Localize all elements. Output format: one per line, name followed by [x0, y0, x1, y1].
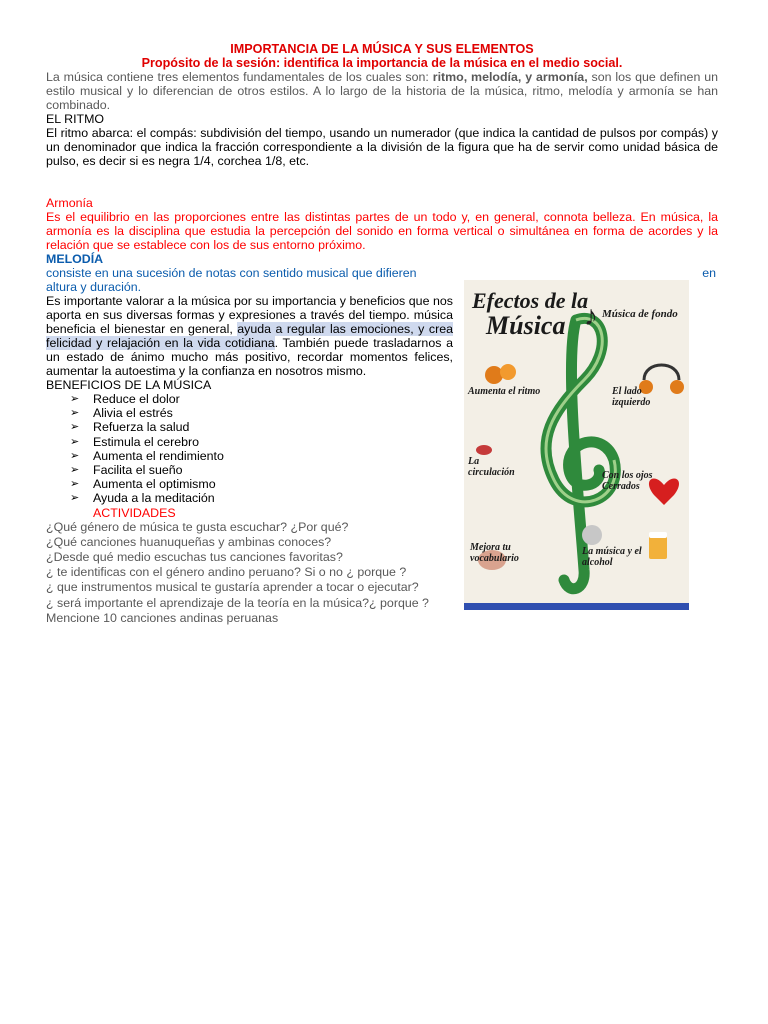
- beer-icon: [649, 535, 667, 559]
- page-title: IMPORTANCIA DE LA MÚSICA Y SUS ELEMENTOS: [230, 42, 534, 56]
- beneficios-heading: BENEFICIOS DE LA MÚSICA: [46, 378, 212, 392]
- ritmo-paragraph: El ritmo abarca: el compás: subdivisión del tiempo, usando un numerador (que indica la cantidad de pulsos por compás) y un denominador que indica la fracción correspondiente a la división de la figura que ha de servir como unidad básica de pulso, es decir si es negra 1/4, corchea 1/8, etc.: [46, 126, 718, 168]
- list-item: ➢ Alivia el estrés: [70, 406, 173, 421]
- question-item: ¿Qué canciones huanuqueñas y ambinas conoces?: [46, 534, 332, 549]
- label-vocabulario: Mejora tu vocabulario: [470, 542, 519, 564]
- label-musica-de-fondo: Música de fondo: [602, 308, 678, 320]
- importancia-text-2: . También puede trasladarnos a un estado de ánimo mucho más positivo, recordar momentos felices, aumentar la autoestima y la confianza en nosotros mismo.: [46, 336, 453, 378]
- importancia-text-1: Es importante valorar a la música por su importancia y beneficios que nos aporta en sus diversas formas y expresiones a través del tiempo. música beneficia el bienestar en general,: [46, 294, 453, 336]
- beneficios-list: [46, 392, 453, 506]
- arrow-bullet-icon: ➢: [70, 492, 80, 505]
- arrow-bullet-icon: ➢: [70, 407, 80, 420]
- question-item: Mencione 10 canciones andinas peruanas: [46, 610, 279, 625]
- disc-icon: [582, 525, 602, 545]
- label-circulacion: La circulación: [468, 456, 515, 478]
- list-item: ➢ Refuerza la salud: [70, 420, 190, 435]
- label-ojos-cerrados: Con los ojos Cerrados: [602, 470, 653, 492]
- melodia-text-right: en: [702, 266, 716, 280]
- arrow-bullet-icon: ➢: [70, 393, 80, 405]
- intro-elements: ritmo, melodía, y armonía,: [432, 70, 588, 84]
- infographic-footer: [464, 603, 689, 610]
- actividades-heading: ACTIVIDADES: [93, 505, 176, 520]
- list-item: ➢ Estimula el cerebro: [70, 434, 200, 449]
- arrow-bullet-icon: ➢: [70, 449, 80, 462]
- blood-cell-icon: [476, 445, 492, 455]
- session-purpose: Propósito de la sesión: identifica la importancia de la música en el medio social.: [141, 56, 623, 70]
- label-musica-alcohol: La música y el alcohol: [582, 546, 642, 568]
- list-item: ➢ Reduce el dolor: [70, 392, 180, 406]
- music-effects-infographic: [464, 280, 689, 610]
- question-item: ¿ será importante el aprendizaje de la teoría en la música?¿ porque ?: [46, 595, 429, 610]
- armonia-heading: Armonía: [46, 196, 93, 210]
- importancia-paragraph: [46, 294, 453, 378]
- highlighted-text: ayuda a regular las emociones, y crea felicidad y relajación en la vida cotidiana: [46, 322, 453, 350]
- list-item: ➢ Ayuda a la meditación: [70, 491, 215, 506]
- list-item: ➢ Aumenta el rendimiento: [70, 448, 224, 463]
- infographic-title: Efectos de la Música: [472, 288, 589, 340]
- question-item: ¿ que instrumentos musical te gustaría aprender a tocar o ejecutar?: [46, 580, 419, 595]
- label-aumenta-ritmo: Aumenta el ritmo: [468, 386, 541, 397]
- label-lado-izquierdo: El lado izquierdo: [612, 386, 651, 408]
- list-item: ➢ Aumenta el optimismo: [70, 477, 216, 492]
- melodia-text: consiste en una sucesión de notas con sentido musical que difieren: [46, 266, 417, 280]
- melodia-heading: MELODÍA: [46, 252, 104, 266]
- question-item: ¿ te identificas con el género andino peruano? Si o no ¿ porque ?: [46, 565, 407, 580]
- arrow-bullet-icon: ➢: [70, 464, 80, 477]
- list-item: ➢ Facilita el sueño: [70, 463, 183, 478]
- music-note-icon: ♪: [584, 301, 598, 332]
- ritmo-heading: EL RITMO: [46, 112, 105, 126]
- arrow-bullet-icon: ➢: [70, 421, 80, 434]
- arrow-bullet-icon: ➢: [70, 435, 80, 448]
- orange-icon: [485, 366, 503, 384]
- intro-paragraph: [46, 70, 718, 112]
- headphones-icon: [644, 365, 679, 380]
- question-item: ¿Qué género de música te gusta escuchar? ¿Por qué?: [46, 519, 349, 534]
- arrow-bullet-icon: ➢: [70, 478, 80, 491]
- question-item: ¿Desde qué medio escuchas tus canciones favoritas?: [46, 550, 343, 565]
- armonia-paragraph: Es el equilibrio en las proporciones entre las distintas partes de un todo y, en general, connota belleza. En música, la armonía es la disciplina que estudia la percepción del sonido en forma vertical o simultánea en forma de acordes y la relación que se establece con los de sus entorno próximo.: [46, 210, 718, 252]
- intro-text-1: La música contiene tres elementos fundamentales de los cuales son:: [46, 70, 433, 84]
- intro-text-2: son los que definen un estilo musical y lo diferencian de otros estilos. A lo largo de la historia de la música, ritmo, melodía y armonía se han combinado.: [46, 70, 719, 112]
- melodia-text-2: altura y duración.: [46, 280, 142, 294]
- melodia-line: [46, 266, 718, 280]
